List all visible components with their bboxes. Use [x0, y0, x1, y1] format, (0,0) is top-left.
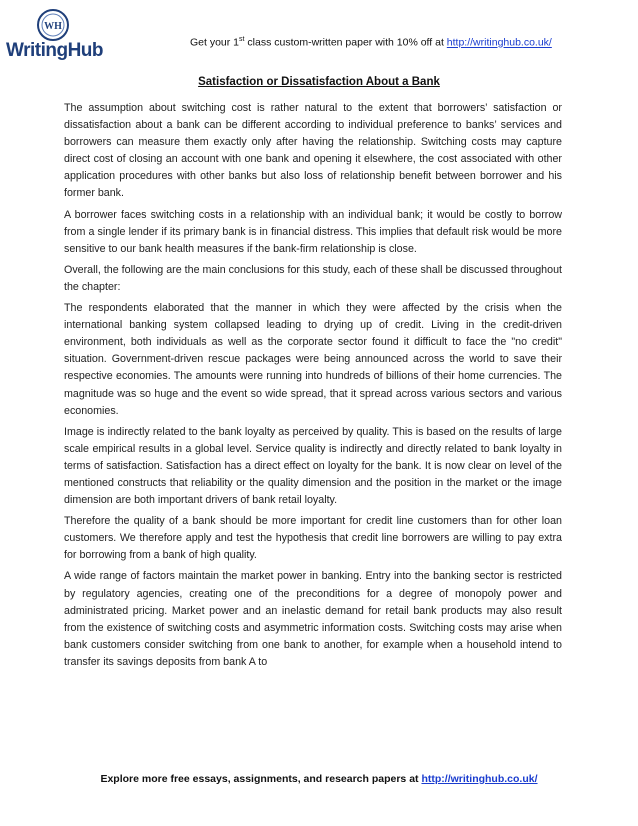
header-superscript: st: [239, 36, 245, 43]
logo-shield-icon: [36, 8, 70, 42]
footer-link[interactable]: http://writinghub.co.uk/: [421, 773, 538, 785]
paragraph: Image is indirectly related to the bank loyalty as perceived by quality. This is based on the results of large scale empirical results in a global level. Service quality is indirectly and directly related to bank loyalty in terms of satisfaction. Satisfaction has a direct effect on loyalty for the bank. It is now clear on level of the mentioned constructs that reliability or the quality dimension and the position in the market or the image dimension are both important drivers of bank retail loyalty.: [64, 425, 562, 507]
header-promo: [190, 36, 552, 49]
logo-brand-text: WritingHub: [6, 40, 104, 61]
logo-mark-text: WH: [44, 21, 62, 32]
paragraph: The assumption about switching cost is rather natural to the extent that borrowers’ satisfaction or dissatisfaction about a bank can be different according to individual preference to banks’ services and borrowers can measure them exactly only after having the relationship. Switching costs may capture direct cost of closing an account with one bank and opening it elsewhere, the cost associated with other application procedures with other banks but also loss of relationship benefit between borrower and his former bank.: [64, 102, 562, 200]
header-link[interactable]: http://writinghub.co.uk/: [446, 36, 552, 49]
paragraph: Therefore the quality of a bank should be more important for credit line customers than for other loan customers. We therefore apply and test the hypothesis that credit line borrowers are willing to pay extra for borrowing from a bank of high quality.: [64, 515, 562, 562]
document-title: Satisfaction or Dissatisfaction About a Bank: [198, 76, 440, 88]
footer-text: Explore more free essays, assignments, and research papers at: [100, 773, 422, 785]
header-prefix: Get your 1: [190, 36, 240, 49]
paragraph: A wide range of factors maintain the market power in banking. Entry into the banking sector is restricted by regulatory agencies, creating one of the preconditions for a degree of monopoly power and administrated pricing. Market power and an inelastic demand for retail bank products may also result from the existence of switching costs and asymmetric information costs. Switching costs may arise when bank customers consider switching from one bank to another, for example when a household intend to transfer its savings deposits from bank A to: [64, 570, 562, 668]
paragraph: Overall, the following are the main conclusions for this study, each of these shall be discussed throughout the chapter:: [64, 263, 562, 293]
footer-note: [0, 773, 638, 785]
document-body: [64, 100, 562, 675]
writinghub-logo[interactable]: [6, 6, 110, 66]
paragraph: The respondents elaborated that the manner in which they were affected by the crisis when the international banking system collapsed leading to drying up of credit. Living in the credit-driven environment, both individuals as well as the corporate sector found it difficult to face the "no credit" situation. Government-driven rescue packages were being announced across the world to save their respective economies. The amounts were running into hundreds of billions of their home currencies. The magnitude was so huge and the event so wide spread, that it spread across various sectors and various economies.: [64, 302, 562, 417]
header-middle: class custom-written paper with 10% off at: [244, 36, 447, 49]
paragraph: A borrower faces switching costs in a relationship with an individual bank; it would be costly to borrow from a single lender if its primary bank is in financial distress. This implies that default risk would be more sensitive to our bank health measures if the bank-firm relationship is close.: [64, 208, 562, 255]
